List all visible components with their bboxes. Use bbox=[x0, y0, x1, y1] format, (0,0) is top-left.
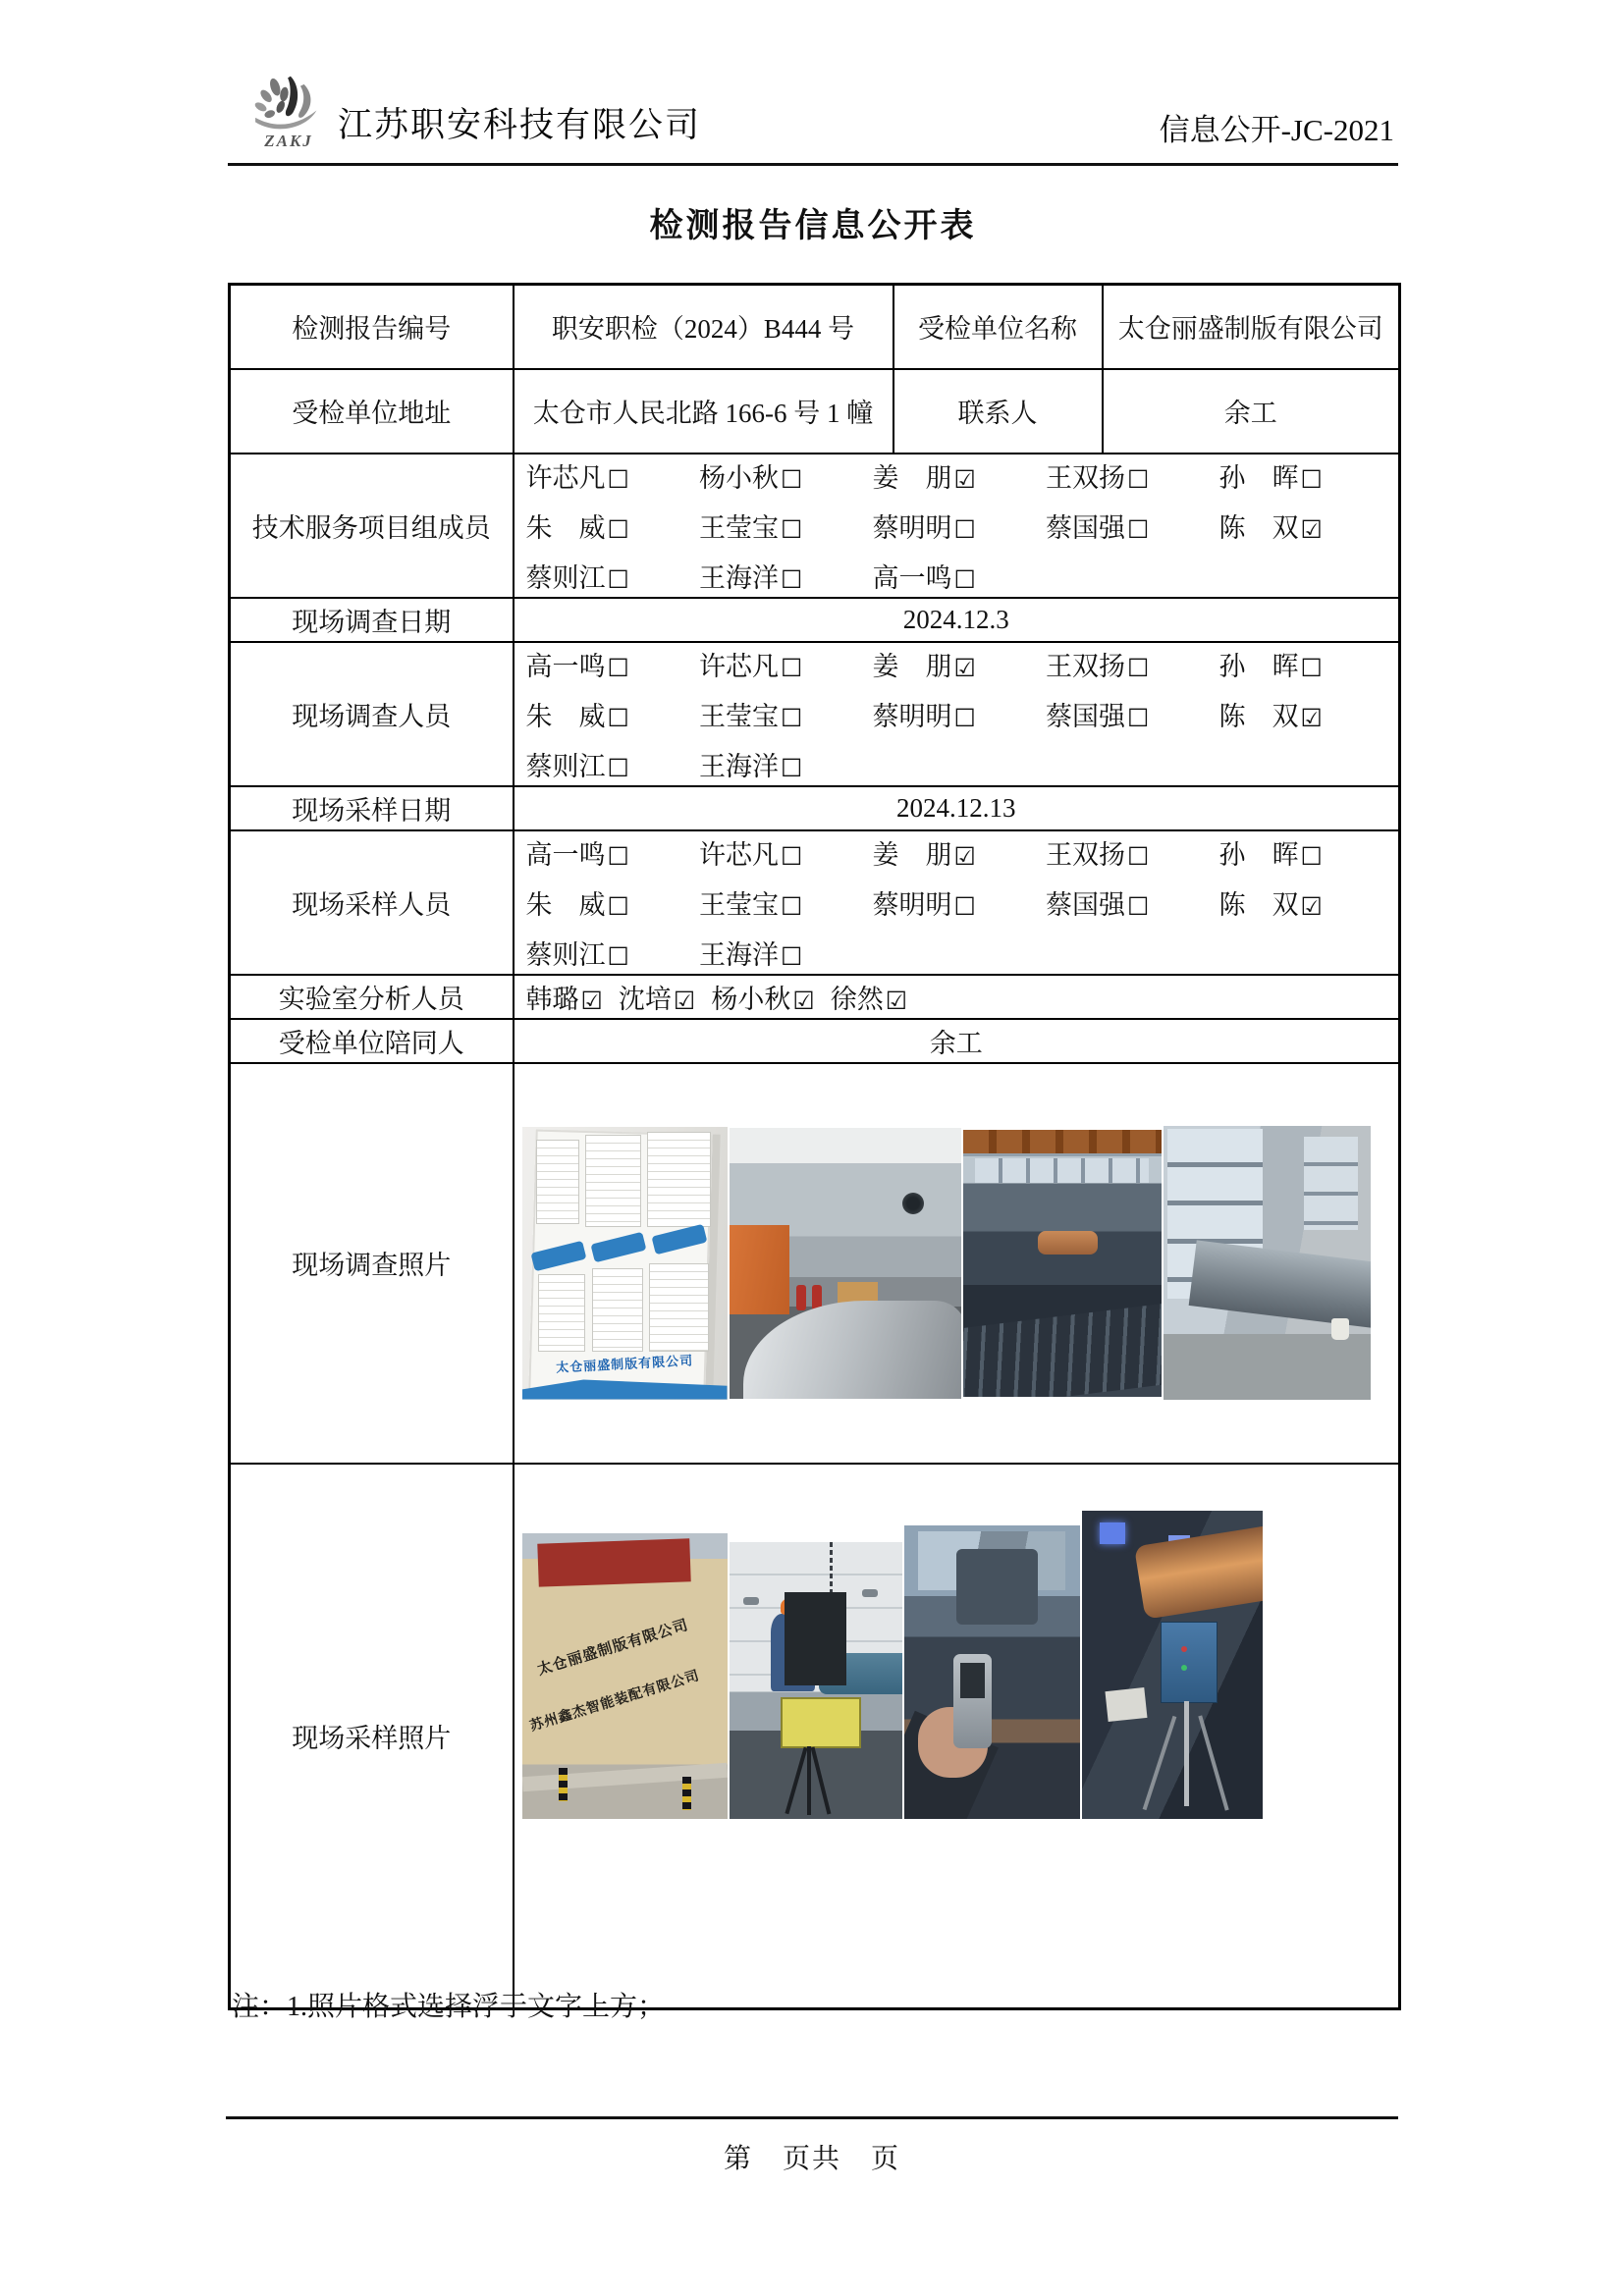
member-checkbox[interactable]: ☐ bbox=[607, 703, 629, 732]
member-name: 孙 晖 bbox=[1218, 651, 1299, 681]
sampling-photo-handheld-meter bbox=[904, 1525, 1080, 1819]
member-checkbox[interactable]: ☐ bbox=[781, 941, 803, 971]
member-item bbox=[699, 695, 873, 733]
page-footer bbox=[226, 2116, 1398, 2176]
member-name: 王双扬 bbox=[1046, 839, 1125, 870]
tripod-leg bbox=[1142, 1716, 1176, 1810]
member-item bbox=[699, 833, 873, 872]
member-item bbox=[1046, 456, 1219, 495]
member-name: 高一鸣 bbox=[872, 562, 952, 593]
member-name: 朱 威 bbox=[525, 512, 606, 543]
member-checkbox[interactable]: ☐ bbox=[781, 514, 803, 544]
member-item bbox=[1219, 507, 1393, 545]
member-item bbox=[873, 456, 1047, 495]
sampling-photo-worker-instrument bbox=[730, 1542, 902, 1819]
sampling-member-grid bbox=[526, 833, 1393, 972]
member-name: 王莹宝 bbox=[699, 889, 779, 920]
contact-value: 余工 bbox=[1103, 369, 1400, 454]
report-no-value: 职安职检（2024）B444 号 bbox=[514, 285, 893, 369]
member-item bbox=[526, 934, 700, 972]
member-item bbox=[526, 557, 700, 595]
member-item bbox=[526, 978, 603, 1016]
member-item bbox=[711, 978, 814, 1016]
member-name: 王莹宝 bbox=[699, 512, 779, 543]
member-name: 蔡国强 bbox=[1046, 889, 1125, 920]
member-item bbox=[831, 978, 907, 1016]
member-name: 王海洋 bbox=[699, 751, 779, 781]
team-label: 技术服务项目组成员 bbox=[230, 454, 514, 598]
factory-window bbox=[1304, 1137, 1358, 1230]
team-members-cell bbox=[514, 454, 1400, 598]
member-name: 蔡明明 bbox=[872, 701, 952, 731]
lab-people-cell bbox=[514, 975, 1400, 1019]
member-item bbox=[1219, 833, 1393, 872]
escort-label: 受检单位陪同人 bbox=[230, 1019, 514, 1063]
member-name: 蔡国强 bbox=[1046, 512, 1125, 543]
board-paper bbox=[647, 1132, 711, 1227]
sampling-photos-label: 现场采样照片 bbox=[230, 1464, 514, 2009]
member-checkbox[interactable]: ☐ bbox=[607, 941, 629, 971]
contact-label: 联系人 bbox=[893, 369, 1103, 454]
member-item bbox=[1046, 695, 1219, 733]
survey-date-label: 现场调查日期 bbox=[230, 598, 514, 642]
member-checkbox[interactable]: ☐ bbox=[607, 464, 629, 494]
survey-photo-machine-hall bbox=[963, 1130, 1162, 1397]
member-checkbox[interactable]: ☑ bbox=[1300, 891, 1323, 921]
member-name: 姜 朋 bbox=[872, 462, 952, 493]
member-checkbox[interactable]: ☐ bbox=[953, 703, 976, 732]
wall-lamp bbox=[862, 1589, 878, 1597]
company-logo bbox=[244, 73, 334, 163]
copper-roll bbox=[1038, 1231, 1098, 1255]
window-band bbox=[975, 1158, 1150, 1182]
member-item bbox=[526, 883, 700, 922]
row-survey-date bbox=[230, 598, 1400, 642]
sheet-stack bbox=[1189, 1241, 1371, 1329]
member-item bbox=[873, 883, 1047, 922]
member-checkbox[interactable]: ☐ bbox=[781, 564, 803, 594]
member-checkbox[interactable]: ☑ bbox=[673, 986, 696, 1015]
member-item bbox=[1046, 645, 1219, 683]
member-item bbox=[1219, 456, 1393, 495]
member-checkbox[interactable]: ☐ bbox=[607, 514, 629, 544]
white-label-box bbox=[1106, 1687, 1149, 1722]
row-sampling-people bbox=[230, 830, 1400, 975]
row-lab-people bbox=[230, 975, 1400, 1019]
address-label: 受检单位地址 bbox=[230, 369, 514, 454]
survey-photo-workshop-roller bbox=[730, 1128, 961, 1399]
unit-name-value: 太仓丽盛制版有限公司 bbox=[1103, 285, 1400, 369]
escort-value: 余工 bbox=[514, 1019, 1400, 1063]
tripod-leg bbox=[785, 1747, 808, 1814]
white-bucket bbox=[1331, 1318, 1349, 1340]
member-name: 许芯凡 bbox=[699, 651, 779, 681]
member-checkbox[interactable]: ☐ bbox=[1127, 703, 1150, 732]
member-checkbox[interactable]: ☐ bbox=[607, 653, 629, 682]
tripod-pole bbox=[1184, 1701, 1189, 1806]
member-name: 蔡则江 bbox=[525, 751, 606, 781]
member-checkbox[interactable]: ☐ bbox=[1300, 653, 1323, 682]
page-header bbox=[228, 0, 1398, 166]
sampling-date-label: 现场采样日期 bbox=[230, 786, 514, 830]
member-name: 许芯凡 bbox=[525, 462, 606, 493]
member-checkbox[interactable]: ☑ bbox=[580, 986, 603, 1015]
tripod-leg bbox=[811, 1747, 832, 1815]
survey-member-grid bbox=[526, 645, 1393, 783]
info-table bbox=[228, 283, 1401, 2010]
crane-beam bbox=[963, 1130, 1162, 1153]
member-item bbox=[1219, 695, 1393, 733]
instrument-screen bbox=[785, 1592, 846, 1686]
sampling-photo-tripod-box bbox=[1082, 1511, 1263, 1819]
logo-text: ZAKJ bbox=[264, 132, 313, 150]
fire-extinguisher bbox=[796, 1285, 806, 1310]
member-name: 王双扬 bbox=[1046, 651, 1125, 681]
machine-silhouette bbox=[956, 1549, 1037, 1626]
company-name: 江苏职安科技有限公司 bbox=[338, 106, 702, 144]
member-checkbox[interactable]: ☐ bbox=[1127, 653, 1150, 682]
sampling-photo-strip bbox=[522, 1511, 1399, 1961]
footnote: 注：1.照片格式选择浮于文字上方； bbox=[232, 1992, 666, 2022]
member-item bbox=[1219, 645, 1393, 683]
member-item bbox=[873, 507, 1047, 545]
member-item bbox=[699, 645, 873, 683]
member-checkbox[interactable]: ☐ bbox=[781, 753, 803, 782]
member-item bbox=[699, 745, 873, 783]
doc-code: 信息公开-JC-2021 bbox=[1159, 113, 1394, 147]
member-checkbox[interactable]: ☑ bbox=[953, 841, 976, 871]
member-checkbox[interactable]: ☐ bbox=[607, 564, 629, 594]
unit-name-label: 受检单位名称 bbox=[893, 285, 1103, 369]
member-checkbox[interactable]: ☐ bbox=[781, 653, 803, 682]
member-name: 高一鸣 bbox=[525, 651, 606, 681]
sampling-people-cell bbox=[514, 830, 1400, 975]
member-item bbox=[699, 934, 873, 972]
sampling-photos-cell bbox=[514, 1464, 1400, 2009]
member-checkbox[interactable]: ☑ bbox=[1300, 514, 1323, 544]
red-container bbox=[538, 1539, 691, 1587]
indicator-light bbox=[1181, 1665, 1187, 1671]
address-value: 太仓市人民北路 166-6 号 1 幢 bbox=[514, 369, 893, 454]
member-name: 蔡明明 bbox=[872, 512, 952, 543]
row-survey-photos bbox=[230, 1063, 1400, 1464]
member-item bbox=[526, 645, 700, 683]
member-checkbox[interactable]: ☐ bbox=[607, 891, 629, 921]
member-item bbox=[873, 695, 1047, 733]
tripod-leg bbox=[1198, 1715, 1228, 1810]
survey-photos-label: 现场调查照片 bbox=[230, 1063, 514, 1464]
member-item bbox=[1046, 833, 1219, 872]
curb bbox=[522, 1763, 728, 1791]
board-paper bbox=[585, 1135, 640, 1227]
member-checkbox[interactable]: ☐ bbox=[607, 841, 629, 871]
member-name: 杨小秋 bbox=[711, 984, 791, 1014]
wall-company-text: 苏州鑫杰智能装配有限公司 bbox=[527, 1668, 702, 1735]
indicator-light bbox=[1181, 1646, 1187, 1652]
member-name: 孙 晖 bbox=[1218, 462, 1299, 493]
striped-bollard bbox=[559, 1768, 568, 1801]
member-item bbox=[873, 557, 1047, 595]
member-checkbox[interactable]: ☐ bbox=[953, 514, 976, 544]
page-number-text: 第 页共 页 bbox=[723, 2144, 900, 2174]
member-item bbox=[1219, 883, 1393, 922]
member-checkbox[interactable]: ☐ bbox=[1127, 891, 1150, 921]
member-item bbox=[619, 978, 695, 1016]
page-title: 检测报告信息公开表 bbox=[649, 208, 977, 244]
device-screen bbox=[960, 1663, 985, 1698]
member-name: 朱 威 bbox=[525, 701, 606, 731]
member-name: 王莹宝 bbox=[699, 701, 779, 731]
member-item bbox=[526, 695, 700, 733]
control-screen bbox=[1100, 1522, 1125, 1544]
row-sampling-photos bbox=[230, 1464, 1400, 2009]
board-company-banner: 太仓丽盛制版有限公司 bbox=[555, 1353, 694, 1375]
member-checkbox[interactable]: ☐ bbox=[953, 891, 976, 921]
member-checkbox[interactable]: ☐ bbox=[781, 464, 803, 494]
member-checkbox[interactable]: ☐ bbox=[781, 891, 803, 921]
wall-fan bbox=[902, 1193, 924, 1214]
logo-graphic bbox=[247, 73, 330, 137]
row-escort bbox=[230, 1019, 1400, 1063]
row-report-no bbox=[230, 285, 1400, 369]
concrete-floor bbox=[1164, 1334, 1371, 1400]
member-item bbox=[873, 833, 1047, 872]
survey-photo-window-hall bbox=[1164, 1126, 1371, 1400]
member-checkbox[interactable]: ☐ bbox=[1127, 464, 1150, 494]
team-member-grid bbox=[526, 456, 1393, 595]
member-item bbox=[1046, 507, 1219, 545]
member-item bbox=[699, 507, 873, 545]
member-name: 孙 晖 bbox=[1218, 839, 1299, 870]
survey-people-label: 现场调查人员 bbox=[230, 642, 514, 786]
sampling-people-label: 现场采样人员 bbox=[230, 830, 514, 975]
member-item bbox=[699, 883, 873, 922]
lab-people-label: 实验室分析人员 bbox=[230, 975, 514, 1019]
member-checkbox[interactable]: ☑ bbox=[953, 464, 976, 494]
member-name: 陈 双 bbox=[1218, 512, 1299, 543]
member-name: 王海洋 bbox=[699, 939, 779, 970]
board-paper bbox=[649, 1263, 709, 1353]
member-name: 蔡则江 bbox=[525, 939, 606, 970]
sampling-instrument bbox=[781, 1697, 860, 1748]
wall-company-text: 太仓丽盛制版有限公司 bbox=[535, 1617, 691, 1679]
member-name: 王双扬 bbox=[1046, 462, 1125, 493]
board-paper bbox=[538, 1274, 585, 1353]
member-name: 韩璐 bbox=[525, 984, 579, 1014]
striped-bollard bbox=[682, 1777, 691, 1810]
member-name: 蔡国强 bbox=[1046, 701, 1125, 731]
member-name: 陈 双 bbox=[1218, 701, 1299, 731]
instrument-box bbox=[1161, 1622, 1217, 1704]
member-item bbox=[873, 645, 1047, 683]
member-checkbox[interactable]: ☐ bbox=[1300, 464, 1323, 494]
member-name: 王海洋 bbox=[699, 562, 779, 593]
member-item bbox=[526, 833, 700, 872]
member-item bbox=[526, 456, 700, 495]
row-survey-people bbox=[230, 642, 1400, 786]
member-name: 姜 朋 bbox=[872, 839, 952, 870]
survey-date-value: 2024.12.3 bbox=[514, 598, 1400, 642]
member-checkbox[interactable]: ☐ bbox=[1127, 841, 1150, 871]
member-checkbox[interactable]: ☑ bbox=[953, 653, 976, 682]
member-item bbox=[526, 507, 700, 545]
copper-roll bbox=[1134, 1524, 1262, 1620]
survey-photo-bulletin-board bbox=[522, 1127, 728, 1400]
member-item bbox=[1046, 883, 1219, 922]
member-item bbox=[699, 557, 873, 595]
member-checkbox[interactable]: ☐ bbox=[953, 564, 976, 594]
member-checkbox[interactable]: ☐ bbox=[781, 841, 803, 871]
machine-bed bbox=[963, 1304, 1162, 1397]
member-name: 朱 威 bbox=[525, 889, 606, 920]
tripod-leg bbox=[807, 1746, 811, 1815]
member-item bbox=[699, 456, 873, 495]
member-checkbox[interactable]: ☐ bbox=[1300, 841, 1323, 871]
member-name: 姜 朋 bbox=[872, 651, 952, 681]
orange-cabinet bbox=[730, 1225, 789, 1314]
member-checkbox[interactable]: ☑ bbox=[885, 986, 908, 1015]
row-address bbox=[230, 369, 1400, 454]
sampling-photo-company-wall bbox=[522, 1533, 728, 1819]
member-checkbox[interactable]: ☑ bbox=[1300, 703, 1323, 732]
sampling-date-value: 2024.12.13 bbox=[514, 786, 1400, 830]
survey-people-cell bbox=[514, 642, 1400, 786]
wall-lamp bbox=[743, 1597, 759, 1605]
member-checkbox[interactable]: ☐ bbox=[781, 703, 803, 732]
member-checkbox[interactable]: ☐ bbox=[607, 753, 629, 782]
member-name: 沈培 bbox=[618, 984, 672, 1014]
survey-photos-cell bbox=[514, 1063, 1400, 1464]
member-checkbox[interactable]: ☐ bbox=[1127, 514, 1150, 544]
report-no-label: 检测报告编号 bbox=[230, 285, 514, 369]
member-name: 许芯凡 bbox=[699, 839, 779, 870]
board-paper bbox=[592, 1268, 643, 1352]
member-checkbox[interactable]: ☑ bbox=[792, 986, 815, 1015]
member-name: 蔡则江 bbox=[525, 562, 606, 593]
board-paper bbox=[536, 1140, 579, 1223]
member-name: 徐然 bbox=[830, 984, 884, 1014]
survey-photo-strip bbox=[522, 1126, 1399, 1400]
row-team bbox=[230, 454, 1400, 598]
lab-member-line bbox=[526, 978, 1393, 1016]
metal-roller bbox=[743, 1301, 961, 1398]
member-item bbox=[526, 745, 700, 783]
row-sampling-date bbox=[230, 786, 1400, 830]
member-name: 高一鸣 bbox=[525, 839, 606, 870]
member-name: 蔡明明 bbox=[872, 889, 952, 920]
member-name: 杨小秋 bbox=[699, 462, 779, 493]
member-name: 陈 双 bbox=[1218, 889, 1299, 920]
